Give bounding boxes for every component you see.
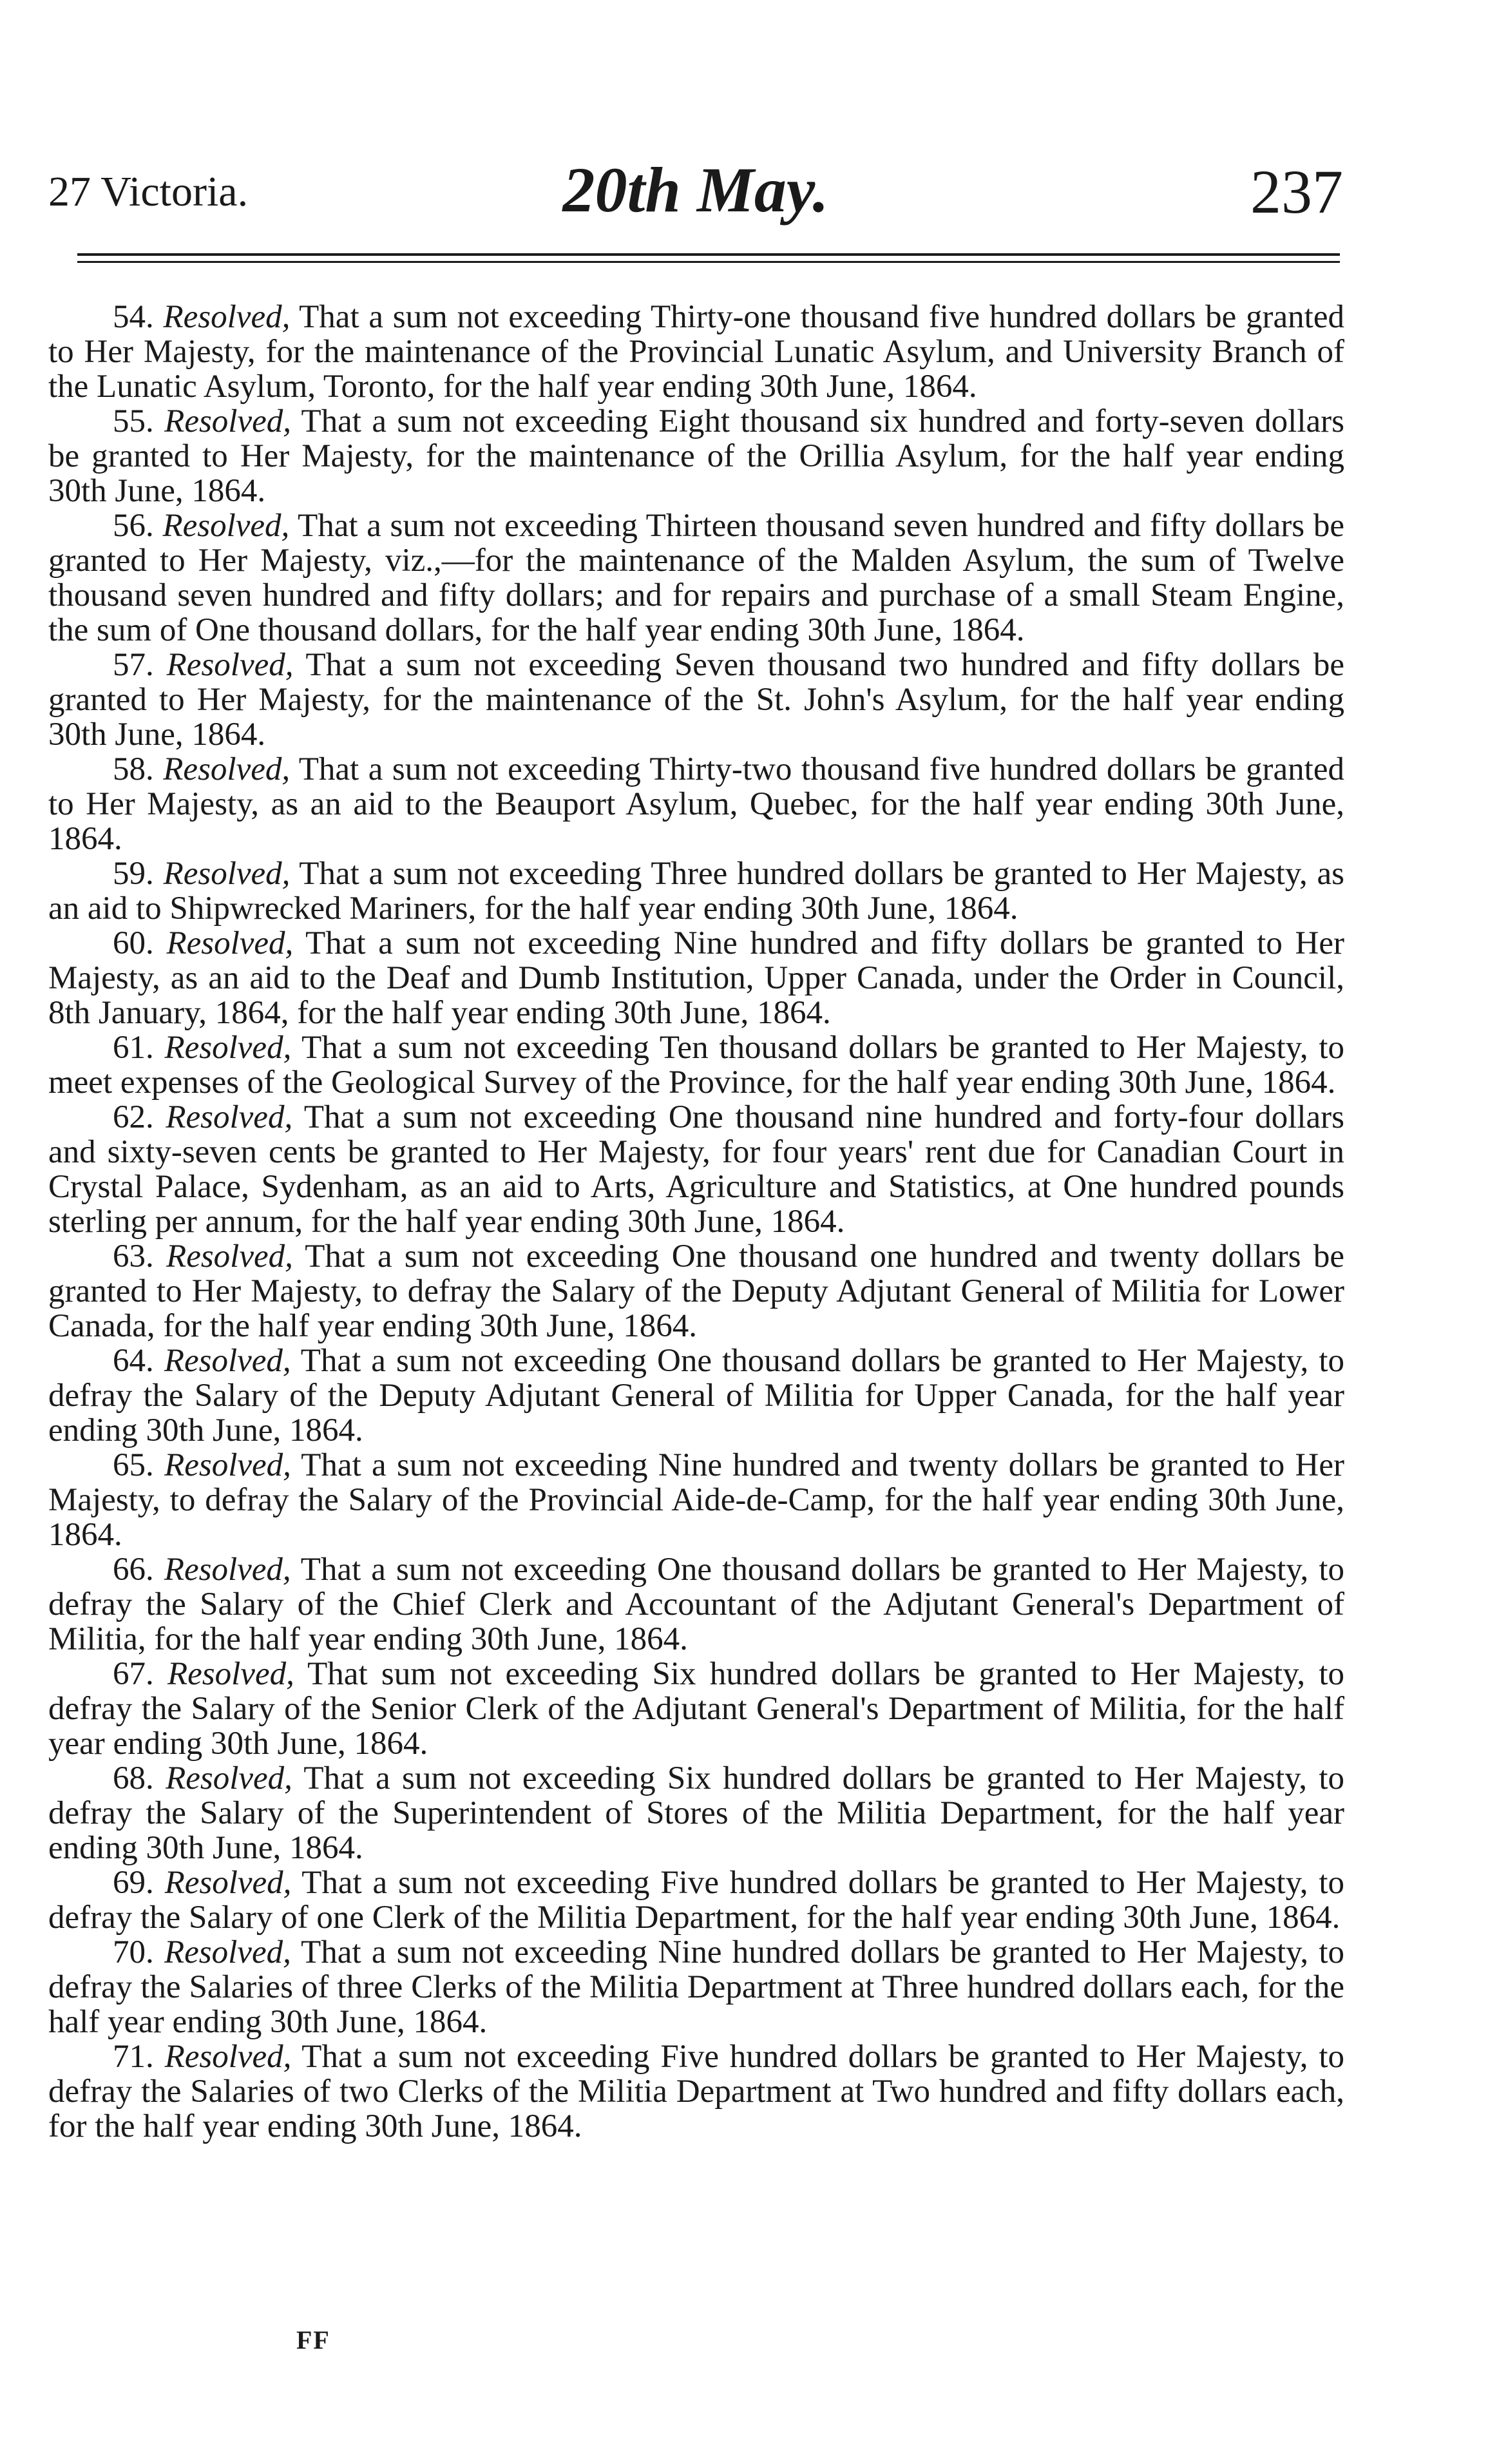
resolution-paragraph [48,1657,1344,1761]
resolution-paragraph [48,1030,1344,1100]
resolution-text: That a sum not exceeding Thirty-one thousand five hundred dollars be granted to Her Majesty, for the maintenance of the Provincial Lunatic Asylum, and University Branch of the Lunatic Asylum, Toronto, for the half year ending 30th June, 1864. [48,299,1344,405]
resolutions-list [48,300,1344,2144]
resolution-paragraph [48,1552,1344,1657]
resolved-word: Resolved, [166,1099,293,1135]
resolution-text: That a sum not exceeding One thousand nine hundred and forty-four dollars and sixty-seven cents be granted to Her Majesty, for four years' rent due for Canadian Court in Crystal Palace, Sydenham, as an aid to Arts, Agriculture and Statistics, at One hundred pounds sterling per annum, for the half year ending 30th June, 1864. [48,1099,1345,1240]
resolution-text: That a sum not exceeding Seven thousand two hundred and fifty dollars be granted to Her Majesty, for the maintenance of the St. John's Asylum, for the half year ending 30th June, 1864. [48,647,1344,753]
resolved-word: Resolved, [164,1030,292,1066]
resolution-number: 54. [113,299,154,335]
resolution-number: 59. [113,856,154,892]
resolution-number: 57. [113,647,154,683]
resolution-text: That a sum not exceeding One thousand dollars be granted to Her Majesty, to defray the Salary of the Deputy Adjutant General of Militia for Upper Canada, for the half year ending 30th June, 1864. [48,1343,1345,1449]
resolution-text: That a sum not exceeding One thousand one hundred and twenty dollars be granted to Her Majesty, to defray the Salary of the Deputy Adjutant General of Militia for Lower Canada, for the half year ending 30th June, 1864. [48,1238,1344,1344]
resolved-word: Resolved, [164,1552,291,1588]
resolution-text: That sum not exceeding Six hundred dollars be granted to Her Majesty, to defray the Salary of the Senior Clerk of the Adjutant General's Department of Militia, for the half year ending 30th June, 1864. [48,1656,1344,1762]
resolved-word: Resolved, [166,1760,292,1796]
resolution-number: 62. [113,1099,154,1135]
resolution-number: 67. [113,1656,154,1692]
resolved-word: Resolved, [164,2039,292,2075]
resolved-word: Resolved, [164,403,291,439]
resolution-text: That a sum not exceeding Ten thousand dollars be granted to Her Majesty, to meet expenses of the Geological Survey of the Province, for the half year ending 30th June, 1864. [48,1030,1344,1101]
resolved-word: Resolved, [164,1343,291,1379]
resolution-number: 60. [113,925,154,961]
resolved-word: Resolved, [164,1865,292,1901]
resolution-paragraph [48,1761,1344,1865]
signature-mark: FF [296,2325,330,2354]
resolution-text: That a sum not exceeding Thirty-two thousand five hundred dollars be granted to Her Majesty, as an aid to the Beauport Asylum, Quebec, for the half year ending 30th June, 1864. [48,751,1344,857]
resolution-number: 70. [113,1934,154,1970]
running-head-date: 20th May. [562,154,829,226]
resolution-number: 69. [113,1865,154,1901]
resolved-word: Resolved, [163,751,291,787]
resolution-text: That a sum not exceeding Three hundred dollars be granted to Her Majesty, as an aid to Shipwrecked Mariners, for the half year ending 30th June, 1864. [48,856,1344,927]
resolution-paragraph [48,508,1344,648]
resolved-word: Resolved, [163,856,291,892]
resolution-number: 58. [113,751,154,787]
resolution-text: That a sum not exceeding Nine hundred and fifty dollars be granted to Her Majesty, as an aid to the Deaf and Dumb Institution, Upper Canada, under the Order in Council, 8th January, 1864, for the half year ending 30th June, 1864. [48,925,1344,1031]
resolution-paragraph [48,1343,1344,1448]
resolution-paragraph [48,1100,1344,1239]
page-number: 237 [1250,157,1343,226]
resolution-number: 56. [113,508,154,544]
resolution-number: 71. [113,2039,154,2075]
running-head-left: 27 Victoria. [48,168,249,215]
resolution-text: That a sum not exceeding Thirteen thousand seven hundred and fifty dollars be granted to Her Majesty, viz.,—for the maintenance of the Malden Asylum, the sum of Twelve thousand seven hundred and fifty dollars; and for repairs and purchase of a small Steam Engine, the sum of One thousand dollars, for the half year ending 30th June, 1864. [48,508,1344,648]
resolution-paragraph [48,1239,1344,1343]
resolution-number: 66. [113,1552,154,1588]
resolution-paragraph [48,1935,1344,2039]
resolved-word: Resolved, [166,647,294,683]
resolution-paragraph [48,1448,1344,1552]
header-rule-top [77,253,1340,256]
resolution-number: 61. [113,1030,154,1066]
header-rule-bottom [77,261,1340,263]
resolution-paragraph [48,856,1344,926]
resolution-text: That a sum not exceeding Nine hundred dollars be granted to Her Majesty, to defray the Salaries of three Clerks of the Militia Department at Three hundred dollars each, for the half year ending 30th June, 1864. [48,1934,1344,2040]
resolution-number: 55. [113,403,154,439]
resolution-text: That a sum not exceeding One thousand dollars be granted to Her Majesty, to defray the Salary of the Chief Clerk and Accountant of the Adjutant General's Department of Militia, for the half year ending 30th June, 1864. [48,1552,1345,1657]
resolution-text: That a sum not exceeding Five hundred dollars be granted to Her Majesty, to defray the Salary of one Clerk of the Militia Department, for the half year ending 30th June, 1864. [48,1865,1344,1936]
resolved-word: Resolved, [166,925,294,961]
resolution-number: 63. [113,1238,154,1275]
resolution-paragraph [48,2039,1344,2144]
resolution-number: 65. [113,1447,154,1483]
resolution-number: 68. [113,1760,154,1796]
resolution-paragraph [48,404,1344,508]
resolved-word: Resolved, [164,1934,291,1970]
resolution-paragraph [48,648,1344,752]
resolution-paragraph [48,752,1344,856]
resolution-text: That a sum not exceeding Eight thousand six hundred and forty-seven dollars be granted to Her Majesty, for the maintenance of the Orillia Asylum, for the half year ending 30th June, 1864. [48,403,1344,509]
resolution-paragraph [48,1865,1344,1935]
page-header [48,154,1343,242]
resolved-word: Resolved, [164,1447,291,1483]
resolved-word: Resolved, [166,1238,293,1275]
resolution-paragraph [48,926,1344,1030]
resolution-paragraph [48,300,1344,404]
resolution-text: That a sum not exceeding Six hundred dollars be granted to Her Majesty, to defray the Salary of the Superintendent of Stores of the Militia Department, for the half year ending 30th June, 1864. [48,1760,1344,1866]
resolved-word: Resolved, [167,1656,294,1692]
resolved-word: Resolved, [163,299,291,335]
resolution-number: 64. [113,1343,154,1379]
resolved-word: Resolved, [162,508,290,544]
resolution-text: That a sum not exceeding Nine hundred and twenty dollars be granted to Her Majesty, to defray the Salary of the Provincial Aide-de-Camp, for the half year ending 30th June, 1864. [48,1447,1344,1553]
resolution-text: That a sum not exceeding Five hundred dollars be granted to Her Majesty, to defray the Salaries of two Clerks of the Militia Department at Two hundred and fifty dollars each, for the half year ending 30th June, 1864. [48,2039,1344,2144]
